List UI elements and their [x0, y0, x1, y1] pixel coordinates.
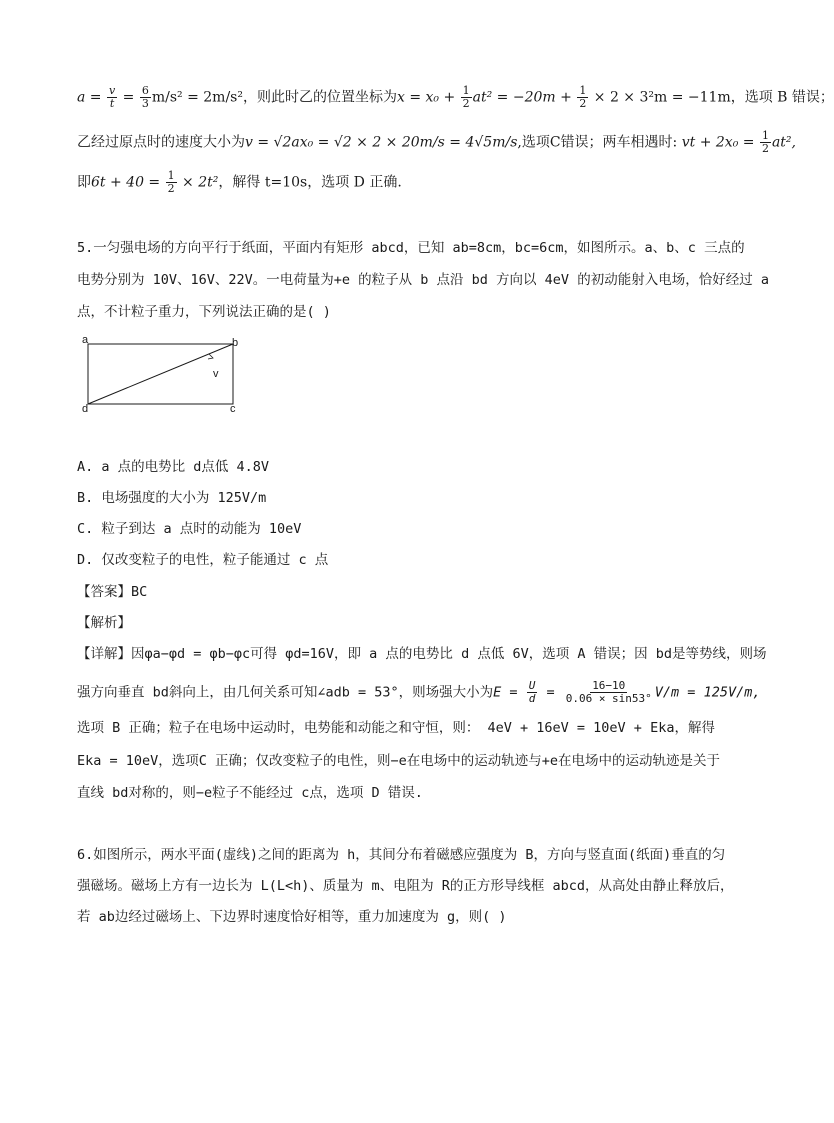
solution-line-3: 即6t + 40 = $\frac{1}{2}$ × 2t²，解得 t=10s，选项 D 正确.: [77, 169, 402, 195]
fraction: $\frac{U}{d}$: [528, 679, 536, 705]
fraction: $\frac{6}{3}$: [141, 84, 149, 110]
fraction: $\frac{1}{2}$: [462, 84, 470, 110]
question-5-text-2: 电势分别为 10V、16V、22V。一电荷量为+e 的粒子从 b 点沿 bd 方向以 4eV 的初动能射入电场，恰好经过 a: [77, 272, 769, 288]
question-6-text-2: 强磁场。磁场上方有一边长为 L(L<h)、质量为 m、电阻为 R的正方形导线框 abcd，从高处由静止释放后，: [77, 878, 734, 894]
option-c: C. 粒子到达 a 点时的动能为 10eV: [77, 521, 302, 537]
fraction: $\frac{1}{2}$: [761, 129, 769, 155]
detail-line-2: 强方向垂直 bd斜向上，由几何关系可知∠adb = 53°，则场强大小为E = $\frac{U}{d}$ = $\frac{16-10}{0.06 \times \sin 53^\circ}$ V/m = 125V/m,: [77, 679, 761, 705]
detail-line-5: 直线 bd对称的，则−e粒子不能经过 c点，选项 D 错误.: [77, 785, 423, 801]
fraction: $\frac{1}{2}$: [167, 169, 175, 195]
fraction: $\frac{16-10}{0.06 \times \sin 53^\circ}$: [565, 679, 652, 705]
label-d: d: [82, 403, 89, 415]
label-b: b: [232, 337, 239, 349]
detail-line-4: Eka = 10eV，选项C 正确；仅改变粒子的电性，则−e在电场中的运动轨迹与+e在电场中的运动轨迹是关于: [77, 753, 721, 769]
analysis-title: 【解析】: [77, 615, 131, 631]
question-6-text-3: 若 ab边经过磁场上、下边界时速度恰好相等，重力加速度为 g，则( ): [77, 909, 507, 925]
question-6-text-1: 6.如图所示，两水平面(虚线)之间的距离为 h，其间分布着磁感应强度为 B，方向与竖直面(纸面)垂直的匀: [77, 847, 726, 863]
fraction: $\frac{v}{t}$: [108, 84, 116, 110]
option-b: B. 电场强度的大小为 125V/m: [77, 490, 267, 506]
detail-line-3: 选项 B 正确；粒子在电场中运动时，电势能和动能之和守恒，则： 4eV + 16eV = 10eV + Eka，解得: [77, 720, 715, 736]
option-a: A. a 点的电势比 d点低 4.8V: [77, 459, 270, 475]
question-5-text-3: 点，不计粒子重力，下列说法正确的是( ): [77, 304, 331, 320]
velocity-arrow: [208, 354, 213, 359]
answer: 【答案】BC: [77, 584, 148, 600]
detail-line-1: 【详解】因φa−φd = φb−φc可得 φd=16V，即 a 点的电势比 d 点低 6V，选项 A 错误；因 bd是等势线，则场: [77, 646, 767, 662]
option-d: D. 仅改变粒子的电性，粒子能通过 c 点: [77, 552, 329, 568]
label-a: a: [82, 334, 89, 346]
fraction: $\frac{1}{2}$: [579, 84, 587, 110]
label-c: c: [230, 403, 236, 415]
question-5-text-1: 5.一匀强电场的方向平行于纸面，平面内有矩形 abcd，已知 ab=8cm，bc=6cm，如图所示。a、b、c 三点的: [77, 240, 745, 256]
rectangle-abcd-figure: [78, 332, 248, 414]
solution-line-1: a = $\frac{v}{t}$ = $\frac{6}{3}$ m/s² = 2m/s²，则此时乙的位置坐标为x = x₀ + $\frac{1}{2}$ at² = −20m + $\frac{1}{2}$ × 2 × 3²m = −11m，选项 B 错误；: [77, 84, 834, 110]
label-v: v: [213, 368, 219, 380]
diagonal-bd: [88, 344, 233, 404]
solution-line-2: 乙经过原点时的速度大小为v = √2ax₀ = √2 × 2 × 20m/s = 4√5m/s,选项C错误；两车相遇时: vt + 2x₀ = $\frac{1}{2}$ at²,: [77, 129, 796, 155]
